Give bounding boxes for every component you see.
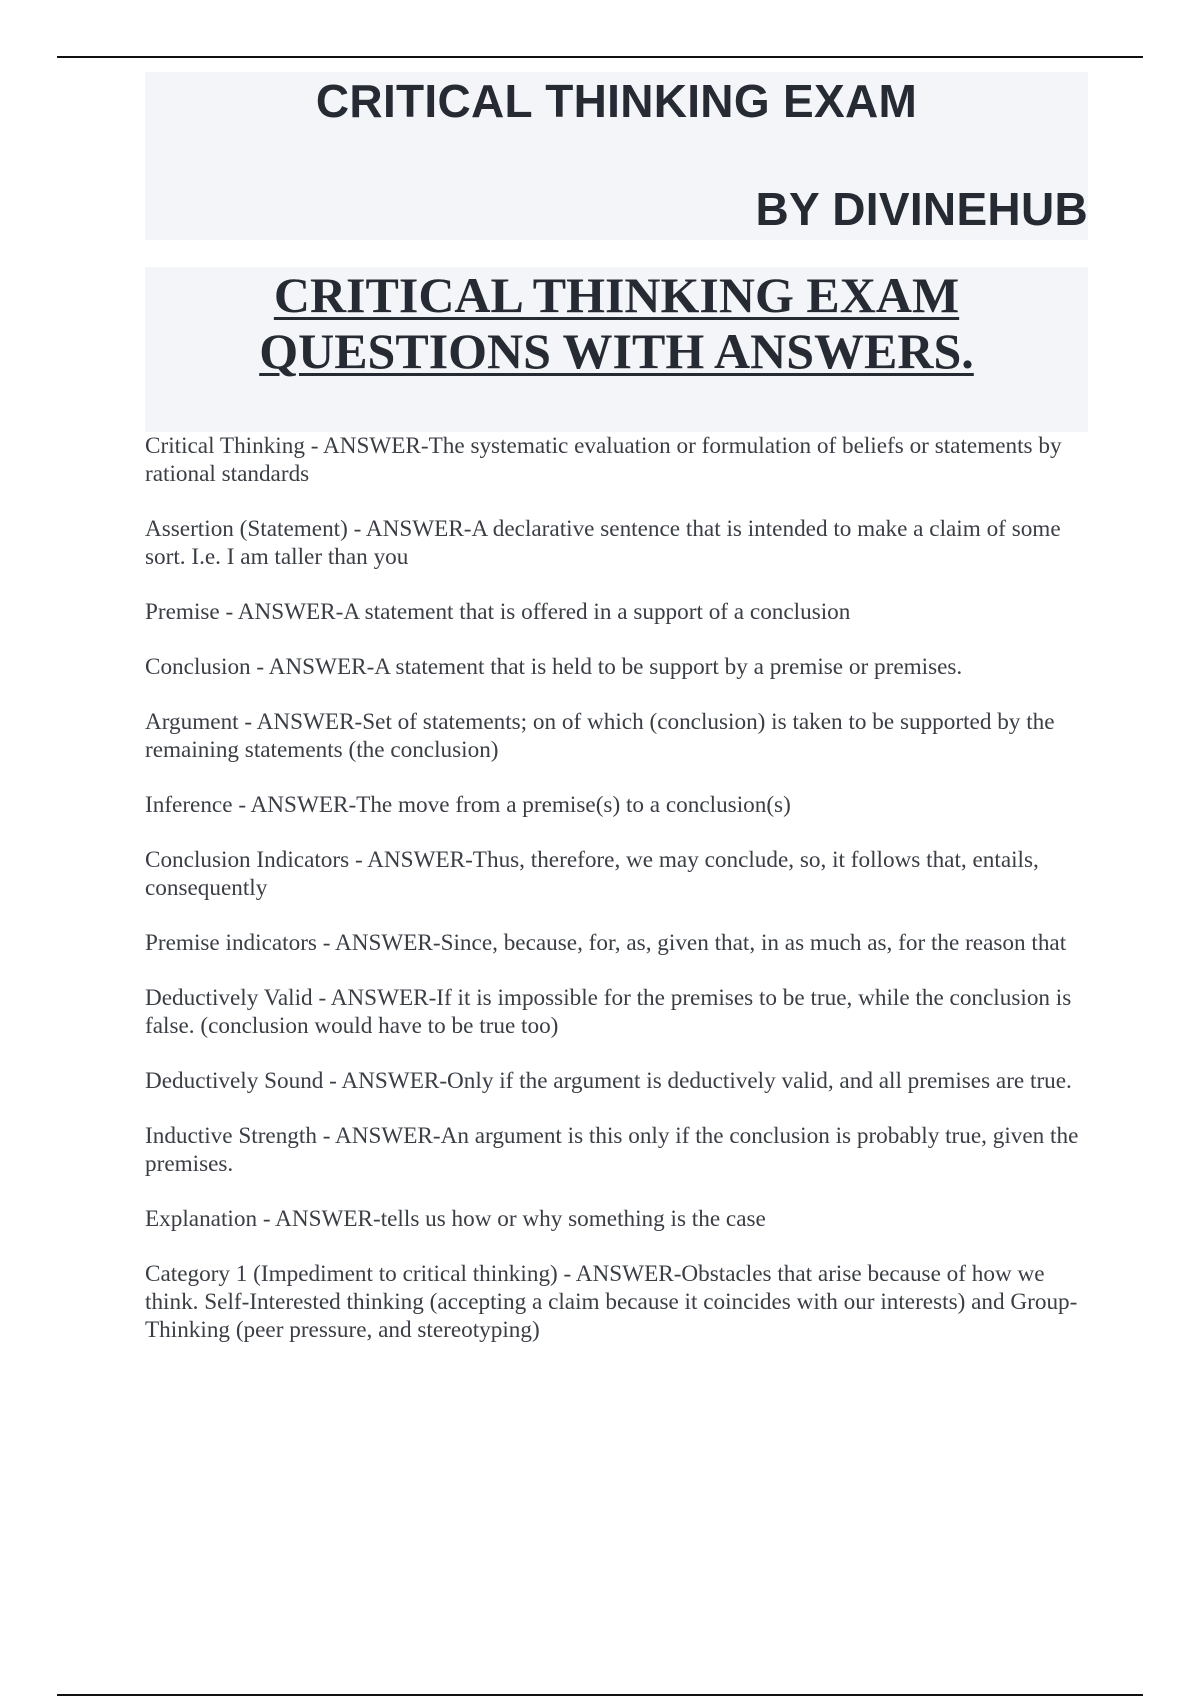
document-title <box>145 267 1088 379</box>
top-rule <box>57 56 1143 58</box>
bottom-rule <box>57 1694 1143 1696</box>
qa-item: Inductive Strength - ANSWER-An argument is this only if the conclusion is probably true, given the premises. <box>145 1123 1079 1177</box>
qa-item: Conclusion Indicators - ANSWER-Thus, therefore, we may conclude, so, it follows that, entails, consequently <box>145 847 1039 901</box>
header-title: CRITICAL THINKING EXAM <box>315 75 918 127</box>
qa-item: Premise indicators - ANSWER-Since, because, for, as, given that, in as much as, for the reason that <box>145 930 1067 956</box>
qa-item: Explanation - ANSWER-tells us how or why something is the case <box>145 1206 766 1232</box>
document-title-banner <box>145 267 1088 432</box>
qa-item: Critical Thinking - ANSWER-The systematic evaluation or formulation of beliefs or statements by rational standards <box>145 433 1062 487</box>
header-banner <box>145 72 1088 240</box>
qa-list <box>145 432 1085 1371</box>
qa-item: Assertion (Statement) - ANSWER-A declarative sentence that is intended to make a claim of some sort. I.e. I am taller than you <box>145 516 1061 570</box>
qa-item: Deductively Valid - ANSWER-If it is impossible for the premises to be true, while the conclusion is false. (conclusion would have to be true too) <box>145 985 1072 1039</box>
document-title-line-1: CRITICAL THINKING EXAM <box>273 267 960 323</box>
qa-item: Category 1 (Impediment to critical thinking) - ANSWER-Obstacles that arise because of how we think. Self-Interested thinking (accepting a claim because it coincides with our interests) and Group-Thinking (peer pressure, and stereotyping) <box>145 1261 1078 1343</box>
qa-item: Premise - ANSWER-A statement that is offered in a support of a conclusion <box>145 599 851 625</box>
qa-item: Inference - ANSWER-The move from a premise(s) to a conclusion(s) <box>145 792 791 818</box>
header-author: BY DIVINEHUB <box>755 183 1088 235</box>
qa-item: Argument - ANSWER-Set of statements; on of which (conclusion) is taken to be supported by the remaining statements (the conclusion) <box>145 709 1055 763</box>
qa-item: Deductively Sound - ANSWER-Only if the argument is deductively valid, and all premises are true. <box>145 1068 1072 1094</box>
document-title-line-2: QUESTIONS WITH ANSWERS. <box>259 323 974 379</box>
qa-item: Conclusion - ANSWER-A statement that is held to be support by a premise or premises. <box>145 654 963 680</box>
